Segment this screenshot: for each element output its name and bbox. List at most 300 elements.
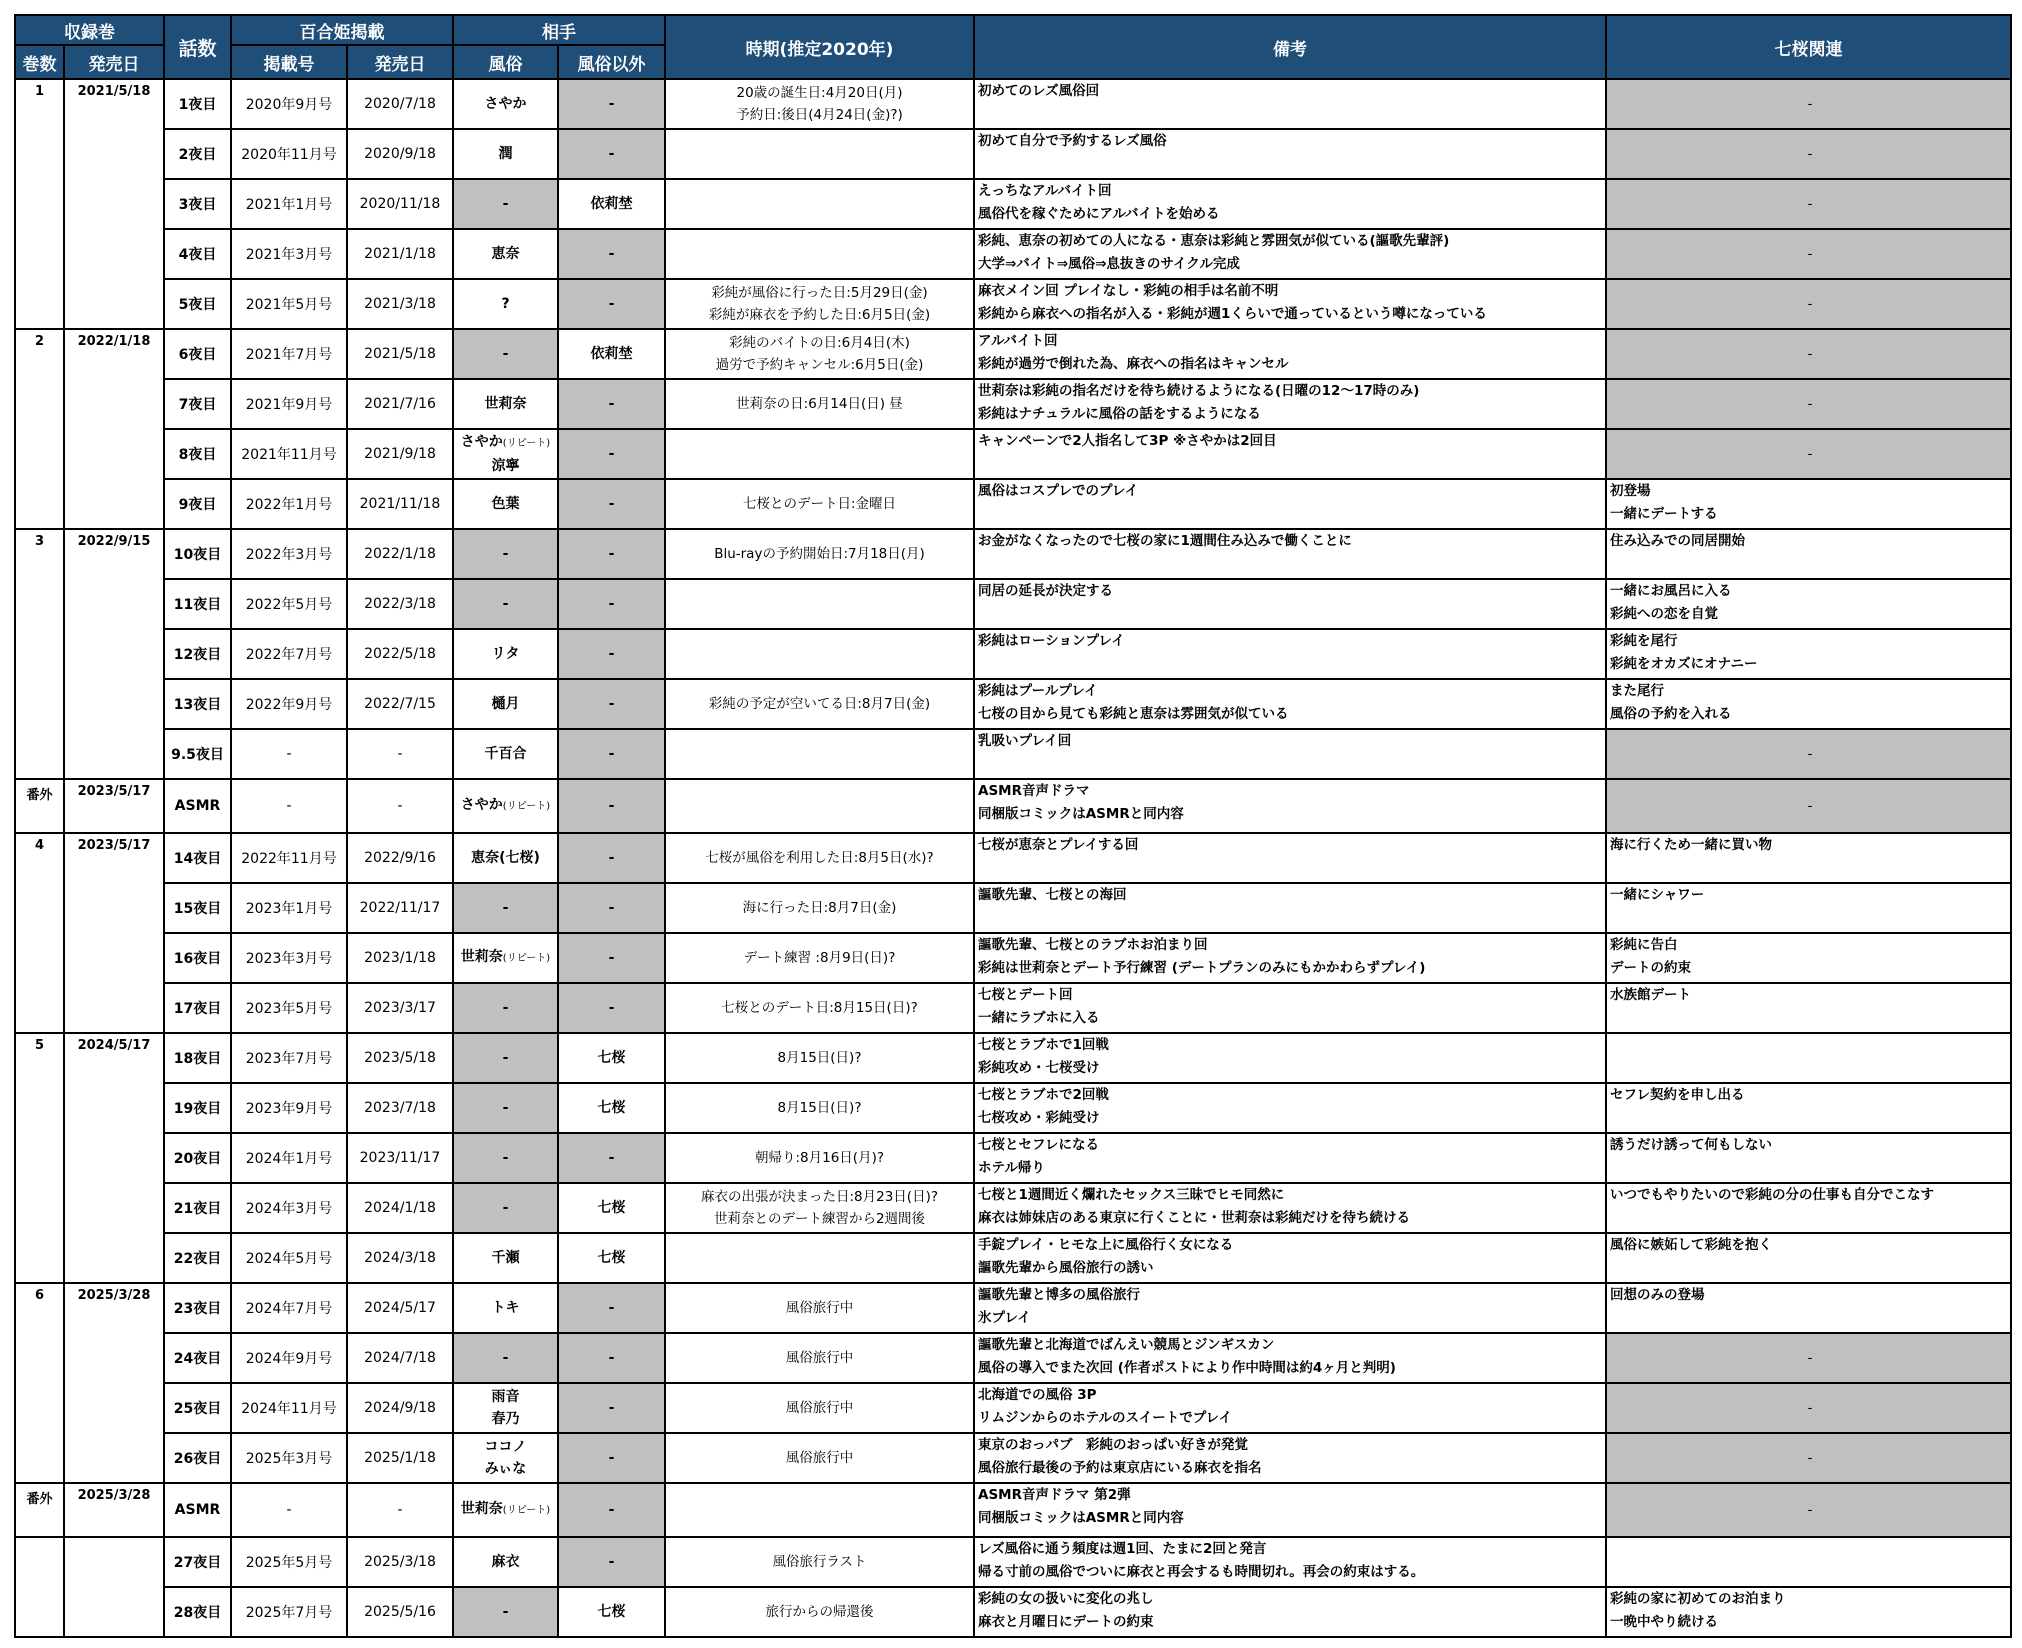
issue-release-cell: 2020/9/18 bbox=[347, 129, 453, 179]
nanao-line-2: 彩純への恋を自覚 bbox=[1610, 606, 1718, 622]
table-row bbox=[15, 729, 2011, 779]
issue-release-cell: - bbox=[347, 729, 453, 779]
issue-release-cell: 2023/11/17 bbox=[347, 1133, 453, 1183]
partner-fuzoku-cell bbox=[453, 279, 558, 329]
nanao-line-1: - bbox=[1807, 95, 1813, 112]
issue-release-cell: 2021/1/18 bbox=[347, 229, 453, 279]
notes-line-2: 麻衣と月曜日にデートの約束 bbox=[978, 1614, 1154, 1630]
table-row bbox=[15, 1383, 2011, 1433]
header-episode: 話数 bbox=[164, 15, 231, 79]
partner-name: - bbox=[502, 1100, 509, 1116]
issue-release-cell: 2021/3/18 bbox=[347, 279, 453, 329]
partner-name: - bbox=[502, 1000, 509, 1016]
partner-fuzoku-cell bbox=[453, 1587, 558, 1637]
episode-cell: 2夜目 bbox=[164, 129, 231, 179]
partner-other-cell: - bbox=[558, 729, 665, 779]
issue-release-cell: 2022/7/15 bbox=[347, 679, 453, 729]
partner-fuzoku-cell bbox=[453, 1133, 558, 1183]
partner-fuzoku-cell bbox=[453, 529, 558, 579]
partner-fuzoku-cell bbox=[453, 329, 558, 379]
notes-line-1: 七桜とセフレになる bbox=[978, 1137, 1099, 1153]
period-cell bbox=[665, 1183, 974, 1233]
issue-release-cell: 2023/1/18 bbox=[347, 933, 453, 983]
period-cell bbox=[665, 429, 974, 479]
header-partner-group: 相手 bbox=[453, 15, 665, 45]
partner-name: - bbox=[502, 346, 509, 362]
volume-release-date: 2022/1/18 bbox=[64, 329, 164, 529]
notes-cell bbox=[974, 1537, 1606, 1587]
partner-name: 麻衣 bbox=[491, 1554, 520, 1570]
issue-release-cell: 2024/9/18 bbox=[347, 1383, 453, 1433]
period-cell bbox=[665, 833, 974, 883]
nanao-cell bbox=[1606, 1333, 2011, 1383]
volume-number: 3 bbox=[15, 529, 64, 779]
partner-other-cell: - bbox=[558, 629, 665, 679]
issue-cell: 2022年9月号 bbox=[231, 679, 347, 729]
header-period: 時期(推定2020年) bbox=[665, 15, 974, 79]
nanao-line-1: 回想のみの登場 bbox=[1610, 1287, 1705, 1303]
issue-cell: 2023年1月号 bbox=[231, 883, 347, 933]
table-row bbox=[15, 229, 2011, 279]
nanao-line-1: 彩純に告白 bbox=[1610, 937, 1678, 953]
period-cell bbox=[665, 329, 974, 379]
notes-line-1: 謳歌先輩、七桜との海回 bbox=[978, 887, 1127, 903]
nanao-line-1: - bbox=[1807, 797, 1813, 814]
table-row bbox=[15, 529, 2011, 579]
nanao-cell bbox=[1606, 1433, 2011, 1483]
issue-release-cell: 2021/7/16 bbox=[347, 379, 453, 429]
issue-cell: 2022年11月号 bbox=[231, 833, 347, 883]
nanao-line-1: - bbox=[1807, 445, 1813, 462]
partner-other-cell: - bbox=[558, 679, 665, 729]
period-cell bbox=[665, 479, 974, 529]
nanao-line-1: また尾行 bbox=[1610, 683, 1664, 699]
notes-line-1: 七桜とラブホで1回戦 bbox=[978, 1037, 1109, 1053]
notes-cell bbox=[974, 933, 1606, 983]
period-line-1: 風俗旅行中 bbox=[785, 1350, 854, 1366]
nanao-cell bbox=[1606, 1283, 2011, 1333]
nanao-line-1: - bbox=[1807, 395, 1813, 412]
volume-number: 5 bbox=[15, 1033, 64, 1283]
notes-cell bbox=[974, 429, 1606, 479]
notes-cell bbox=[974, 279, 1606, 329]
issue-cell: 2021年11月号 bbox=[231, 429, 347, 479]
nanao-cell bbox=[1606, 229, 2011, 279]
nanao-line-1: - bbox=[1807, 1449, 1813, 1466]
partner-name: さやか bbox=[460, 797, 503, 813]
episode-cell: 3夜目 bbox=[164, 179, 231, 229]
partner-fuzoku-cell bbox=[453, 779, 558, 833]
episode-cell: 25夜目 bbox=[164, 1383, 231, 1433]
partner-name: - bbox=[502, 196, 509, 212]
period-cell bbox=[665, 179, 974, 229]
episode-cell: 16夜目 bbox=[164, 933, 231, 983]
volume-release-date: 2023/5/17 bbox=[64, 833, 164, 1033]
notes-cell bbox=[974, 229, 1606, 279]
notes-line-1: 麻衣メイン回 プレイなし・彩純の相手は名前不明 bbox=[978, 283, 1279, 299]
partner-fuzoku-cell bbox=[453, 1333, 558, 1383]
partner-name: 色葉 bbox=[491, 496, 520, 512]
issue-cell: 2021年1月号 bbox=[231, 179, 347, 229]
header-notes: 備考 bbox=[974, 15, 1606, 79]
partner-fuzoku-cell bbox=[453, 679, 558, 729]
notes-line-2: 七桜攻め・彩純受け bbox=[978, 1110, 1100, 1126]
period-line-1: 七桜とのデート日:8月15日(日)? bbox=[721, 1000, 918, 1016]
volume-number: 番外 bbox=[15, 1483, 64, 1537]
issue-cell: 2024年5月号 bbox=[231, 1233, 347, 1283]
partner-fuzoku-cell bbox=[453, 729, 558, 779]
period-line-1: 海に行った日:8月7日(金) bbox=[742, 900, 897, 916]
partner-name: トキ bbox=[491, 1300, 520, 1316]
issue-cell: 2021年3月号 bbox=[231, 229, 347, 279]
period-line-1: 8月15日(日)? bbox=[777, 1100, 862, 1116]
period-line-1: Blu-rayの予約開始日:7月18日(月) bbox=[714, 546, 925, 562]
episode-cell: 18夜目 bbox=[164, 1033, 231, 1083]
partner-fuzoku-cell bbox=[453, 579, 558, 629]
period-cell bbox=[665, 279, 974, 329]
notes-line-1: 同居の延長が決定する bbox=[978, 583, 1113, 599]
table-row bbox=[15, 579, 2011, 629]
period-cell bbox=[665, 629, 974, 679]
issue-cell: - bbox=[231, 779, 347, 833]
nanao-line-1: 彩純を尾行 bbox=[1610, 633, 1678, 649]
period-cell bbox=[665, 1233, 974, 1283]
volume-release-date: 2021/5/18 bbox=[64, 79, 164, 329]
notes-line-1: アルバイト回 bbox=[978, 333, 1058, 349]
notes-line-1: 七桜とデート回 bbox=[978, 987, 1073, 1003]
period-line-1: 彩純のバイトの日:6月4日(木) bbox=[729, 335, 910, 351]
period-cell bbox=[665, 1283, 974, 1333]
partner-name-second: 涼寧 bbox=[491, 458, 520, 474]
volume-release-date: 2025/3/28 bbox=[64, 1283, 164, 1483]
notes-line-1: 彩純はプールプレイ bbox=[978, 683, 1098, 699]
repeat-tag: (リピート) bbox=[502, 801, 551, 812]
notes-line-1: 七桜が恵奈とプレイする回 bbox=[978, 837, 1139, 853]
partner-name-second: 春乃 bbox=[491, 1411, 520, 1427]
nanao-cell bbox=[1606, 379, 2011, 429]
notes-line-2: 麻衣は姉妹店のある東京に行くことに・世莉奈は彩純だけを待ち続ける bbox=[978, 1210, 1410, 1226]
partner-other-cell: - bbox=[558, 779, 665, 833]
partner-other-cell: 依莉埜 bbox=[558, 329, 665, 379]
partner-other-cell: - bbox=[558, 1383, 665, 1433]
partner-fuzoku-cell bbox=[453, 1483, 558, 1537]
table-row bbox=[15, 1433, 2011, 1483]
partner-name: 世莉奈 bbox=[460, 949, 503, 965]
notes-line-1: 七桜とラブホで2回戦 bbox=[978, 1087, 1109, 1103]
nanao-line-1: 初登場 bbox=[1610, 483, 1651, 499]
table-row bbox=[15, 933, 2011, 983]
notes-cell bbox=[974, 779, 1606, 833]
period-line-1: 七桜が風俗を利用した日:8月5日(水)? bbox=[705, 850, 934, 866]
notes-line-1: ASMR音声ドラマ 第2弾 bbox=[978, 1487, 1131, 1503]
nanao-cell bbox=[1606, 579, 2011, 629]
period-line-2: 世莉奈とのデート練習から2週間後 bbox=[713, 1211, 926, 1227]
table-row bbox=[15, 1133, 2011, 1183]
issue-release-cell: 2023/3/17 bbox=[347, 983, 453, 1033]
period-line-1: 世莉奈の日:6月14日(日) 昼 bbox=[736, 396, 903, 412]
volume-release-date: 2023/5/17 bbox=[64, 779, 164, 833]
notes-line-1: 北海道での風俗 3P bbox=[978, 1387, 1097, 1403]
nanao-line-1: 一緒にお風呂に入る bbox=[1610, 583, 1732, 599]
partner-other-cell: - bbox=[558, 79, 665, 129]
notes-line-2: 同梱版コミックはASMRと同内容 bbox=[978, 1510, 1184, 1526]
table-row bbox=[15, 329, 2011, 379]
issue-release-cell: 2024/7/18 bbox=[347, 1333, 453, 1383]
partner-fuzoku-cell bbox=[453, 1183, 558, 1233]
episode-cell: 17夜目 bbox=[164, 983, 231, 1033]
episode-cell: 9.5夜目 bbox=[164, 729, 231, 779]
partner-name: さやか bbox=[460, 434, 503, 450]
nanao-line-1: - bbox=[1807, 1349, 1813, 1366]
nanao-cell bbox=[1606, 1233, 2011, 1283]
partner-name: 世莉奈 bbox=[484, 396, 527, 412]
episode-cell: 23夜目 bbox=[164, 1283, 231, 1333]
nanao-line-2: 彩純をオカズにオナニー bbox=[1610, 656, 1758, 672]
notes-cell bbox=[974, 1133, 1606, 1183]
period-line-2: 彩純が麻衣を予約した日:6月5日(金) bbox=[708, 307, 931, 323]
notes-line-1: 謳歌先輩、七桜とのラブホお泊まり回 bbox=[978, 937, 1208, 953]
notes-line-2: 氷プレイ bbox=[978, 1310, 1031, 1326]
episode-cell: 4夜目 bbox=[164, 229, 231, 279]
partner-name: - bbox=[502, 1604, 509, 1620]
nanao-line-1: - bbox=[1807, 745, 1813, 762]
period-line-2: 過労で予約キャンセル:6月5日(金) bbox=[715, 357, 924, 373]
partner-other-cell: - bbox=[558, 579, 665, 629]
issue-cell: 2021年5月号 bbox=[231, 279, 347, 329]
nanao-cell bbox=[1606, 983, 2011, 1033]
issue-release-cell: - bbox=[347, 779, 453, 833]
nanao-cell bbox=[1606, 279, 2011, 329]
notes-cell bbox=[974, 1433, 1606, 1483]
period-line-1: 8月15日(日)? bbox=[777, 1050, 862, 1066]
nanao-cell bbox=[1606, 833, 2011, 883]
issue-release-cell: 2021/11/18 bbox=[347, 479, 453, 529]
period-line-1: 風俗旅行ラスト bbox=[772, 1554, 867, 1570]
nanao-cell bbox=[1606, 933, 2011, 983]
notes-cell bbox=[974, 883, 1606, 933]
notes-cell bbox=[974, 1283, 1606, 1333]
period-cell bbox=[665, 529, 974, 579]
episode-table bbox=[14, 14, 2012, 1638]
header-volume-no: 巻数 bbox=[15, 45, 64, 79]
nanao-cell bbox=[1606, 629, 2011, 679]
header-issue-release: 発売日 bbox=[347, 45, 453, 79]
issue-cell: 2025年7月号 bbox=[231, 1587, 347, 1637]
period-line-1: 彩純が風俗に行った日:5月29日(金) bbox=[711, 285, 928, 301]
partner-fuzoku-cell bbox=[453, 933, 558, 983]
nanao-cell bbox=[1606, 79, 2011, 129]
partner-name: - bbox=[502, 1350, 509, 1366]
episode-cell: 22夜目 bbox=[164, 1233, 231, 1283]
nanao-line-1: セフレ契約を申し出る bbox=[1610, 1087, 1745, 1103]
notes-cell bbox=[974, 1333, 1606, 1383]
partner-other-cell: 依莉埜 bbox=[558, 179, 665, 229]
table-row bbox=[15, 279, 2011, 329]
header-volume-group: 収録巻 bbox=[15, 15, 164, 45]
issue-release-cell: 2022/11/17 bbox=[347, 883, 453, 933]
partner-name-line bbox=[454, 1498, 557, 1522]
notes-line-1: 彩純の女の扱いに変化の兆し bbox=[978, 1591, 1154, 1607]
volume-release-date: 2025/3/28 bbox=[64, 1483, 164, 1537]
partner-fuzoku-cell bbox=[453, 1033, 558, 1083]
issue-cell: 2025年5月号 bbox=[231, 1537, 347, 1587]
period-line-1: 風俗旅行中 bbox=[785, 1400, 854, 1416]
table-row bbox=[15, 179, 2011, 229]
table-row bbox=[15, 1183, 2011, 1233]
notes-cell bbox=[974, 529, 1606, 579]
notes-line-2: 大学⇒バイト⇒風俗⇒息抜きのサイクル完成 bbox=[978, 256, 1240, 272]
table-row bbox=[15, 1083, 2011, 1133]
partner-fuzoku-cell bbox=[453, 1233, 558, 1283]
notes-line-1: 彩純はローションプレイ bbox=[978, 633, 1125, 649]
partner-name: 潤 bbox=[498, 146, 513, 162]
notes-line-2: 彩純はナチュラルに風俗の話をするようになる bbox=[978, 406, 1261, 422]
episode-cell: 27夜目 bbox=[164, 1537, 231, 1587]
table-row bbox=[15, 1033, 2011, 1083]
nanao-cell bbox=[1606, 1483, 2011, 1537]
nanao-line-1: - bbox=[1807, 195, 1813, 212]
nanao-cell bbox=[1606, 1537, 2011, 1587]
nanao-line-1: いつでもやりたいので彩純の分の仕事も自分でこなす bbox=[1610, 1187, 1934, 1203]
period-cell bbox=[665, 579, 974, 629]
issue-cell: 2024年7月号 bbox=[231, 1283, 347, 1333]
period-cell bbox=[665, 1033, 974, 1083]
notes-line-2: 風俗旅行最後の予約は東京店にいる麻衣を指名 bbox=[978, 1460, 1262, 1476]
period-cell bbox=[665, 79, 974, 129]
episode-cell: 24夜目 bbox=[164, 1333, 231, 1383]
table-row bbox=[15, 983, 2011, 1033]
header-partner-other: 風俗以外 bbox=[558, 45, 665, 79]
episode-cell: ASMR bbox=[164, 1483, 231, 1537]
episode-cell: 20夜目 bbox=[164, 1133, 231, 1183]
partner-fuzoku-cell bbox=[453, 229, 558, 279]
period-line-1: 旅行からの帰還後 bbox=[765, 1604, 874, 1620]
partner-name-line bbox=[454, 794, 557, 818]
table-row bbox=[15, 883, 2011, 933]
notes-line-2: ホテル帰り bbox=[978, 1160, 1045, 1176]
nanao-line-2: 一晩中やり続ける bbox=[1610, 1614, 1718, 1630]
issue-cell: 2023年3月号 bbox=[231, 933, 347, 983]
repeat-tag: (リピート) bbox=[502, 438, 551, 449]
partner-name: 千瀬 bbox=[491, 1250, 520, 1266]
notes-cell bbox=[974, 1183, 1606, 1233]
notes-cell bbox=[974, 983, 1606, 1033]
issue-cell: 2024年3月号 bbox=[231, 1183, 347, 1233]
volume-release-date: 2024/5/17 bbox=[64, 1033, 164, 1283]
partner-other-cell: 七桜 bbox=[558, 1083, 665, 1133]
nanao-cell bbox=[1606, 329, 2011, 379]
nanao-cell bbox=[1606, 179, 2011, 229]
notes-cell bbox=[974, 129, 1606, 179]
notes-line-1: 世莉奈は彩純の指名だけを待ち続けるようになる(日曜の12〜17時のみ) bbox=[978, 383, 1420, 399]
nanao-cell bbox=[1606, 779, 2011, 833]
partner-fuzoku-cell bbox=[453, 883, 558, 933]
notes-line-1: 初めてのレズ風俗回 bbox=[978, 83, 1100, 99]
notes-cell bbox=[974, 579, 1606, 629]
partner-other-cell: - bbox=[558, 279, 665, 329]
issue-cell: 2021年9月号 bbox=[231, 379, 347, 429]
table-row bbox=[15, 1587, 2011, 1637]
period-line-1: 朝帰り:8月16日(月)? bbox=[754, 1150, 884, 1166]
partner-name: - bbox=[502, 1050, 509, 1066]
partner-name-line bbox=[454, 431, 557, 455]
nanao-line-1: 彩純の家に初めてのお泊まり bbox=[1610, 1591, 1786, 1607]
issue-cell: 2024年11月号 bbox=[231, 1383, 347, 1433]
period-line-1: 七桜とのデート日:金曜日 bbox=[742, 496, 897, 512]
nanao-line-1: - bbox=[1807, 345, 1813, 362]
notes-line-2: 同梱版コミックはASMRと同内容 bbox=[978, 806, 1184, 822]
partner-fuzoku-cell bbox=[453, 429, 558, 479]
nanao-line-1: 一緒にシャワー bbox=[1610, 887, 1705, 903]
table-row bbox=[15, 479, 2011, 529]
partner-other-cell: 七桜 bbox=[558, 1233, 665, 1283]
partner-name: ココノ bbox=[484, 1439, 527, 1455]
table-row bbox=[15, 1537, 2011, 1587]
header-release-date: 発売日 bbox=[64, 45, 164, 79]
episode-cell: ASMR bbox=[164, 779, 231, 833]
issue-cell: 2020年9月号 bbox=[231, 79, 347, 129]
notes-cell bbox=[974, 1233, 1606, 1283]
episode-cell: 28夜目 bbox=[164, 1587, 231, 1637]
issue-cell: 2023年7月号 bbox=[231, 1033, 347, 1083]
partner-name: - bbox=[502, 1150, 509, 1166]
partner-name: 千百合 bbox=[484, 746, 527, 762]
notes-cell bbox=[974, 179, 1606, 229]
episode-cell: 14夜目 bbox=[164, 833, 231, 883]
period-cell bbox=[665, 1587, 974, 1637]
partner-name: ? bbox=[501, 296, 510, 312]
nanao-line-1: - bbox=[1807, 145, 1813, 162]
issue-release-cell: 2020/7/18 bbox=[347, 79, 453, 129]
nanao-line-1: 住み込みでの同居開始 bbox=[1610, 533, 1745, 549]
notes-line-2: 七桜の目から見ても彩純と恵奈は雰囲気が似ている bbox=[978, 706, 1289, 722]
table-row bbox=[15, 679, 2011, 729]
nanao-line-1: - bbox=[1807, 1501, 1813, 1518]
notes-line-2: 風俗代を稼ぐためにアルバイトを始める bbox=[978, 206, 1220, 222]
nanao-line-1: 水族館デート bbox=[1610, 987, 1691, 1003]
notes-cell bbox=[974, 833, 1606, 883]
partner-fuzoku-cell bbox=[453, 179, 558, 229]
issue-release-cell: 2022/5/18 bbox=[347, 629, 453, 679]
period-line-1: デート練習 :8月9日(日)? bbox=[743, 950, 896, 966]
partner-fuzoku-cell bbox=[453, 629, 558, 679]
partner-other-cell: 七桜 bbox=[558, 1033, 665, 1083]
table-row bbox=[15, 1283, 2011, 1333]
partner-other-cell: - bbox=[558, 429, 665, 479]
nanao-cell bbox=[1606, 883, 2011, 933]
issue-release-cell: 2025/5/16 bbox=[347, 1587, 453, 1637]
notes-cell bbox=[974, 729, 1606, 779]
period-cell bbox=[665, 933, 974, 983]
notes-line-1: レズ風俗に通う頻度は週1回、たまに2回と発言 bbox=[978, 1541, 1267, 1557]
issue-release-cell: 2023/5/18 bbox=[347, 1033, 453, 1083]
header-partner-fuzoku: 風俗 bbox=[453, 45, 558, 79]
nanao-cell bbox=[1606, 1383, 2011, 1433]
issue-release-cell: 2021/9/18 bbox=[347, 429, 453, 479]
notes-line-1: 七桜と1週間近く爛れたセックス三昧でヒモ同然に bbox=[978, 1187, 1285, 1203]
period-cell bbox=[665, 1333, 974, 1383]
volume-number: 2 bbox=[15, 329, 64, 529]
notes-cell bbox=[974, 1383, 1606, 1433]
nanao-cell bbox=[1606, 1133, 2011, 1183]
episode-cell: 26夜目 bbox=[164, 1433, 231, 1483]
period-cell bbox=[665, 1133, 974, 1183]
table-row bbox=[15, 629, 2011, 679]
table-row bbox=[15, 779, 2011, 833]
repeat-tag: (リピート) bbox=[502, 953, 551, 964]
partner-other-cell: 七桜 bbox=[558, 1587, 665, 1637]
partner-other-cell: - bbox=[558, 1283, 665, 1333]
